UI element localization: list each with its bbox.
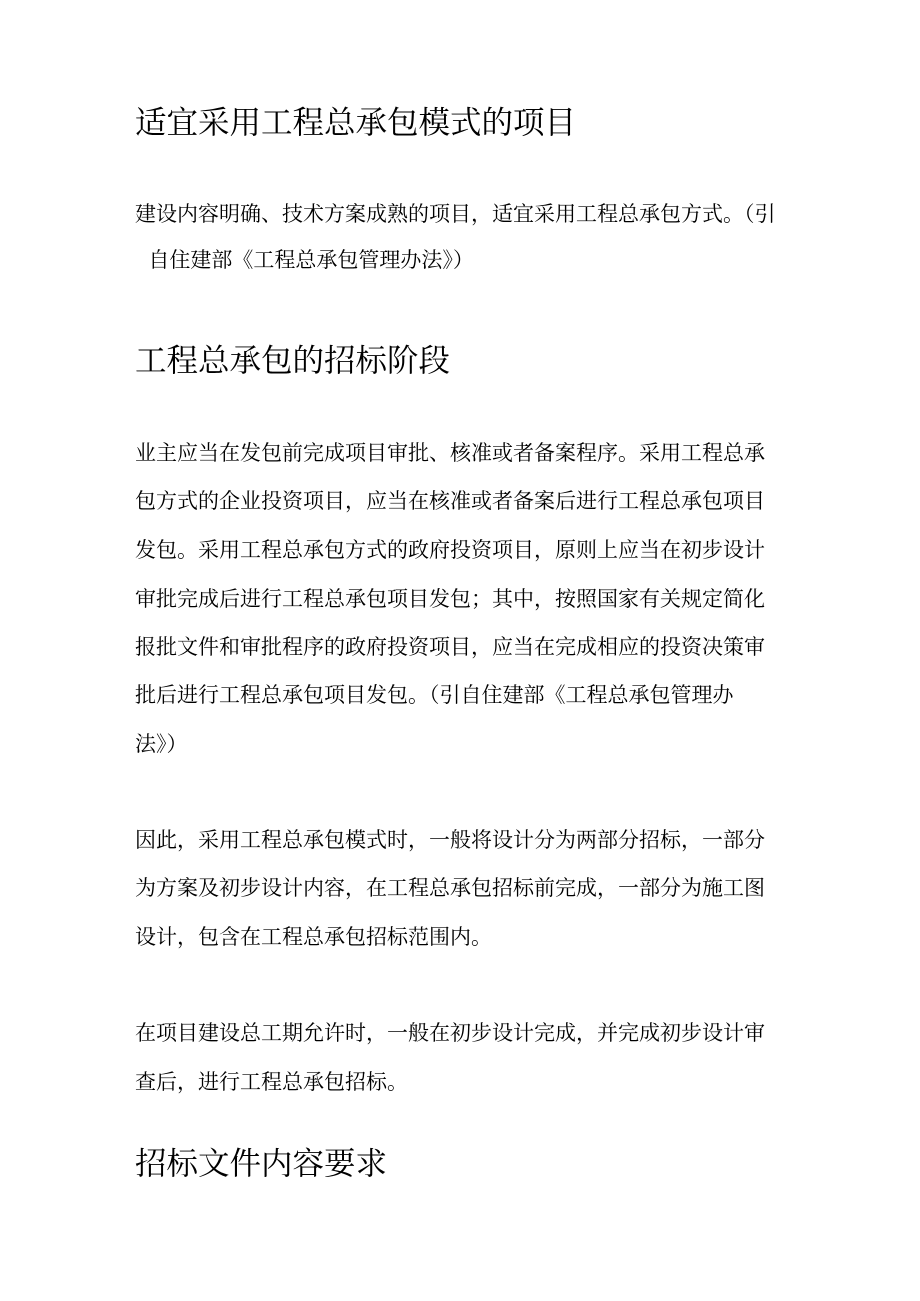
text-line: 报批文件和审批程序的政府投资项目，应当在完成相应的投资决策审	[135, 635, 765, 659]
text-line: 查后，进行工程总承包招标。	[135, 1070, 408, 1094]
text-line: 法》）	[135, 732, 188, 756]
text-line: 建设内容明确、技术方案成熟的项目，适宜采用工程总承包方式。（引	[135, 202, 776, 226]
text-line: 包方式的企业投资项目，应当在核准或者备案后进行工程总承包项目	[135, 489, 765, 513]
text-line: 在项目建设总工期允许时，一般在初步设计完成，并完成初步设计审	[135, 1021, 765, 1045]
text-line: 自住建部《工程总承包管理办法》）	[135, 248, 474, 272]
section-heading-bidding-stage: 工程总承包的招标阶段	[135, 343, 451, 379]
text-line: 业主应当在发包前完成项目审批、核准或者备案程序。采用工程总承	[135, 441, 765, 465]
text-line: 因此，采用工程总承包模式时，一般将设计分为两部分招标，一部分	[135, 828, 765, 852]
text-line: 审批完成后进行工程总承包项目发包；其中，按照国家有关规定简化	[135, 587, 765, 611]
text-line: 设计，包含在工程总承包招标范围内。	[135, 925, 492, 949]
text-line: 发包。采用工程总承包方式的政府投资项目，原则上应当在初步设计	[135, 538, 765, 562]
text-line: 为方案及初步设计内容，在工程总承包招标前完成，一部分为施工图	[135, 876, 765, 900]
section-heading-tender-document: 招标文件内容要求	[135, 1146, 388, 1182]
section-heading-eligible-projects: 适宜采用工程总承包模式的项目	[135, 105, 577, 141]
text-line: 批后进行工程总承包项目发包。（引自住建部《工程总承包管理办	[135, 683, 734, 707]
